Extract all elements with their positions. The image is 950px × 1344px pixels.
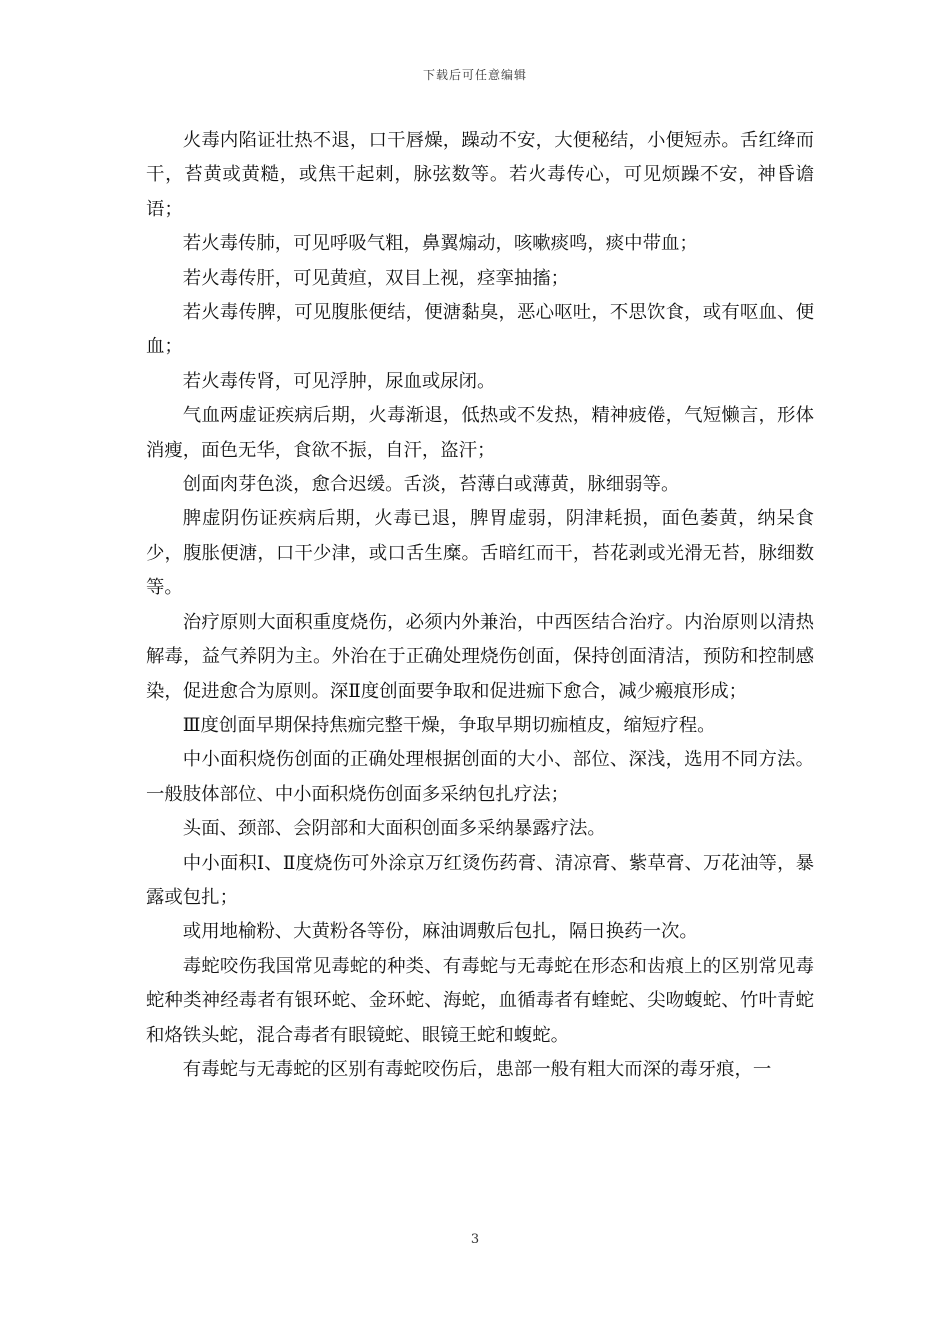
paragraph: 治疗原则大面积重度烧伤，必须内外兼治，中西医结合治疗。内治原则以清热解毒，益气养阴为主。外治在于正确处理烧伤创面，保持创面清洁，预防和控制感染，促进愈合为原则。深Ⅱ度创面要争取和促进痂下愈合，减少瘢痕形成；	[146, 611, 814, 702]
paragraph: 毒蛇咬伤我国常见毒蛇的种类、有毒蛇与无毒蛇在形态和齿痕上的区别常见毒蛇种类神经毒者有银环蛇、金环蛇、海蛇，血循毒者有蝰蛇、尖吻蝮蛇、竹叶青蛇和烙铁头蛇，混合毒者有眼镜蛇、眼镜王蛇和蝮蛇。	[146, 955, 814, 1046]
paragraph: 火毒内陷证壮热不退，口干唇燥，躁动不安，大便秘结，小便短赤。舌红绛而干，苔黄或黄糙，或焦干起刺，脉弦数等。若火毒传心，可见烦躁不安，神昏谵语；	[146, 130, 814, 220]
paragraph: 气血两虚证疾病后期，火毒渐退，低热或不发热，精神疲倦，气短懒言，形体消瘦，面色无华，食欲不振，自汗，盗汗；	[146, 405, 814, 461]
page-header: 下载后可任意编辑	[422, 68, 527, 82]
paragraph: 若火毒传脾，可见腹胀便结，便溏黏臭，恶心呕吐，不思饮食，或有呕血、便血；	[146, 302, 814, 358]
paragraph: 脾虚阴伤证疾病后期，火毒已退，脾胃虚弱，阴津耗损，面色萎黄，纳呆食少，腹胀便溏，口干少津，或口舌生糜。舌暗红而干，苔花剥或光滑无苔，脉细数等。	[146, 508, 814, 599]
document-body	[146, 124, 814, 1087]
paragraph: 创面肉芽色淡，愈合迟缓。舌淡，苔薄白或薄黄，脉细弱等。	[182, 474, 680, 496]
paragraph: 中小面积烧伤创面的正确处理根据创面的大小、部位、深浅，选用不同方法。一般肢体部位、中小面积烧伤创面多采纳包扎疗法；	[146, 749, 814, 805]
page-number: 3	[470, 1232, 480, 1247]
paragraph: 或用地榆粉、大黄粉各等份，麻油调敷后包扎，隔日换药一次。	[182, 921, 698, 943]
paragraph: 若火毒传肝，可见黄疸，双目上视，痉挛抽搐；	[182, 267, 570, 289]
paragraph: 中小面积Ⅰ、Ⅱ度烧伤可外涂京万红烫伤药膏、清凉膏、紫草膏、万花油等，暴露或包扎；	[146, 852, 814, 908]
paragraph: 若火毒传肾，可见浮肿，尿血或尿闭。	[182, 370, 496, 392]
paragraph: 有毒蛇与无毒蛇的区别有毒蛇咬伤后，患部一般有粗大而深的毒牙痕，一	[182, 1058, 772, 1080]
paragraph: 若火毒传肺，可见呼吸气粗，鼻翼煽动，咳嗽痰鸣，痰中带血；	[182, 233, 698, 255]
paragraph: Ⅲ度创面早期保持焦痂完整干燥，争取早期切痂植皮，缩短疗程。	[182, 714, 716, 736]
paragraph: 头面、颈部、会阴部和大面积创面多采纳暴露疗法。	[182, 818, 606, 840]
